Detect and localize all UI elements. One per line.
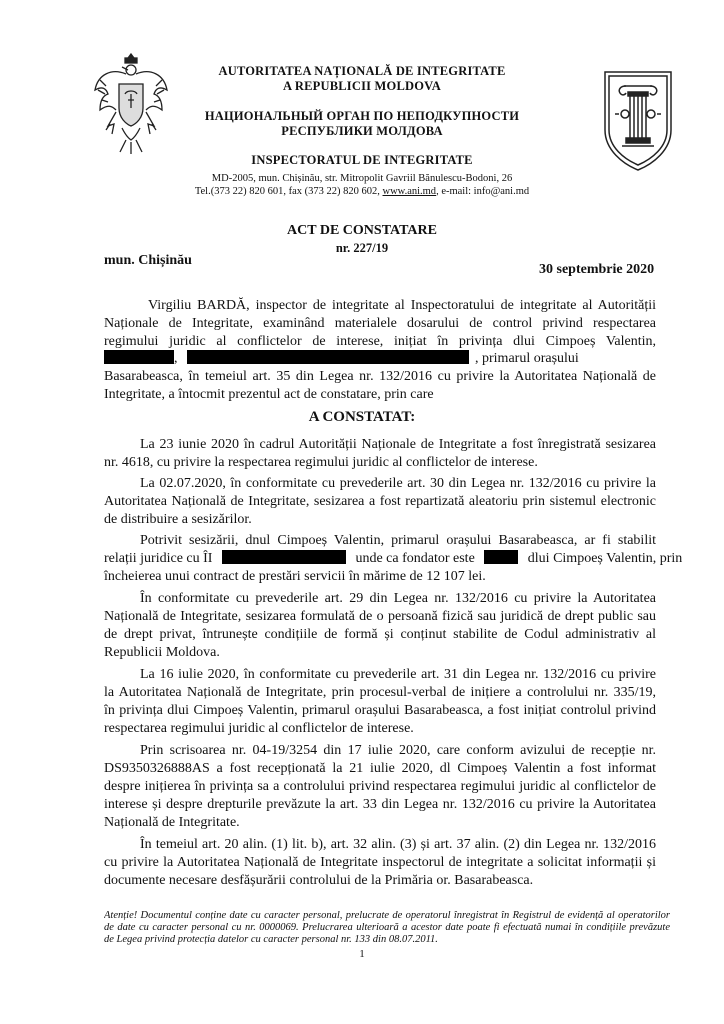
- intro-line-1: Virgiliu BARDĂ, inspector de integritate al Inspectoratului de integritate al Autorității: [148, 298, 656, 313]
- p3-line-1: Potrivit sesizării, dnul Cimpoeș Valentin, primarul orașului Basarabeasca, ar fi stabilit: [140, 533, 656, 548]
- p6-line-3: despre inițierea în privința sa a controlului privind respectarea regimului juridic al conflictelor de: [104, 779, 656, 794]
- redacted-block: [484, 550, 518, 564]
- p1-line-2: nr. 4618, cu privire la respectarea regimului juridic al conflictelor de interese.: [104, 455, 538, 470]
- p7-line-1: În temeiul art. 20 alin. (1) lit. b), art. 32 alin. (3) și art. 37 alin. (2) din Legea nr. 132/2016: [140, 837, 656, 852]
- intro-line-4: [104, 350, 656, 367]
- p5-line-3: în privința dlui Cimpoeș Valentin, primarul orașului Basarabeasca, a fost inițiat controlul privind: [104, 703, 656, 718]
- p4-line-4: Republicii Moldova.: [104, 645, 220, 660]
- header-line2-ru: РЕСПУБЛИКИ МОЛДОВА: [281, 124, 443, 138]
- p3-line-2-c: dlui Cimpoeș Valentin, prin: [527, 551, 683, 566]
- p1-line-1: La 23 iunie 2020 în cadrul Autorității Naționale de Integritate a fost înregistrată sesizarea: [140, 437, 656, 452]
- intro-line-2: Naționale de Integritate, examinând materialele dosarului de control privind respectarea: [104, 316, 656, 331]
- act-date: 30 septembrie 2020: [539, 262, 655, 277]
- redacted-block: [187, 350, 469, 364]
- p3-line-3: încheierea unui contract de prestări servicii în mărime de 12 107 lei.: [104, 569, 486, 584]
- website-link[interactable]: www.ani.md: [382, 186, 437, 197]
- intro-line-6: Integritate, a întocmit prezentul act de constatare, prin care: [104, 387, 434, 402]
- p4-line-1: În conformitate cu prevederile art. 29 din Legea nr. 132/2016 cu privire la Autoritatea: [140, 591, 656, 606]
- header-address: MD-2005, mun. Chișinău, str. Mitropolit Gavriil Bănulescu-Bodoni, 26: [211, 173, 513, 184]
- p5-line-4: respectarea regimului juridic al conflictelor de interese.: [104, 721, 414, 736]
- redacted-block: [222, 550, 346, 564]
- footer-line-1: Atenție! Documentul conține date cu caracter personal, prelucrate de operatorul înregistrat în Registrul de evidență al operatorilor: [104, 910, 670, 921]
- footer-line-3: de Legea privind protecția datelor cu caracter personal nr. 133 din 08.07.2011.: [104, 934, 438, 945]
- redacted-block: [104, 350, 174, 364]
- header-line1-ro: AUTORITATEA NAȚIONALĂ DE INTEGRITATE: [218, 64, 506, 78]
- p4-line-3: de drept privat, întrunește condițiile de formă și conținut stabilite de Codul administrativ al: [104, 627, 656, 642]
- intro-line-3: regimului juridic al conflictelor de interese, inițiat în privința dlui Cimpoeș Valentin,: [104, 334, 656, 349]
- p6-line-1: Prin scrisoarea nr. 04-19/3254 din 17 iulie 2020, care conform avizului de recepție nr.: [140, 743, 656, 758]
- p3-line-2-b: unde ca fondator este: [355, 551, 475, 566]
- contacts-prefix: Tel.(373 22) 820 601, fax (373 22) 820 602,: [194, 186, 383, 197]
- header-inspectorate: INSPECTORATUL DE INTEGRITATE: [251, 153, 473, 167]
- p7-line-3: documente necesare desfășurării controlului de la Primăria or. Basarabeasca.: [104, 873, 534, 888]
- act-number: nr. 227/19: [335, 241, 389, 255]
- p6-line-4: interese și despre drepturile prevăzute la art. 33 din Legea nr. 132/2016 cu privire la Autoritatea: [104, 797, 656, 812]
- p3-line-2-a: relații juridice cu ÎI: [104, 551, 213, 566]
- p6-line-2: DS9350326888AS a fost recepționată la 21 iulie 2020, dl Cimpoeș Valentin a fost informat: [104, 761, 656, 776]
- header-line1-ru: НАЦИОНАЛЬНЫЙ ОРГАН ПО НЕПОДКУПНОСТИ: [204, 109, 520, 123]
- p5-line-2: la Autoritatea Națională de Integritate, prin procesul-verbal de inițiere a controlului nr. 335/19,: [104, 685, 656, 700]
- p4-line-2: Națională de Integritate, sesizarea formulată de o persoană fizică sau juridică de drept public sau: [104, 609, 656, 624]
- intro-line-4-end: , primarul orașului: [475, 351, 579, 366]
- p2-line-1: La 02.07.2020, în conformitate cu prevederile art. 30 din Legea nr. 132/2016 cu privire la: [140, 476, 656, 491]
- p2-line-3: de distribuire a sesizărilor.: [104, 512, 252, 527]
- header-contacts: [0, 186, 724, 197]
- footer-line-2: de date cu caracter personal cu nr. 0000069. Prelucrarea ulterioară a acestor date poate fi efectuată numai în condițiile prevăzute: [104, 922, 670, 933]
- page-number: 1: [359, 948, 365, 960]
- contacts-suffix: , e-mail: info@ani.md: [436, 186, 530, 197]
- p7-line-2: cu privire la Autoritatea Națională de Integritate inspectorul de integritate a solicitat informații și: [104, 855, 656, 870]
- act-place: mun. Chișinău: [104, 253, 192, 268]
- header-line2-ro: A REPUBLICII MOLDOVA: [283, 79, 441, 93]
- p6-line-5: Națională de Integritate.: [104, 815, 240, 830]
- section-title: A CONSTATAT:: [308, 409, 416, 425]
- intro-line-4-separator: ,: [174, 351, 178, 366]
- p2-line-2: Autoritatea Națională de Integritate, sesizarea a fost repartizată aleatoriu prin sistemul electronic: [104, 494, 656, 509]
- intro-line-5: Basarabeasca, în temeiul art. 35 din Legea nr. 132/2016 cu privire la Autoritatea Națională de: [104, 369, 656, 384]
- act-title: ACT DE CONSTATARE: [287, 223, 437, 238]
- p5-line-1: La 16 iulie 2020, în conformitate cu prevederile art. 31 din Legea nr. 132/2016 cu privire: [140, 667, 656, 682]
- p3-line-2: [104, 550, 683, 567]
